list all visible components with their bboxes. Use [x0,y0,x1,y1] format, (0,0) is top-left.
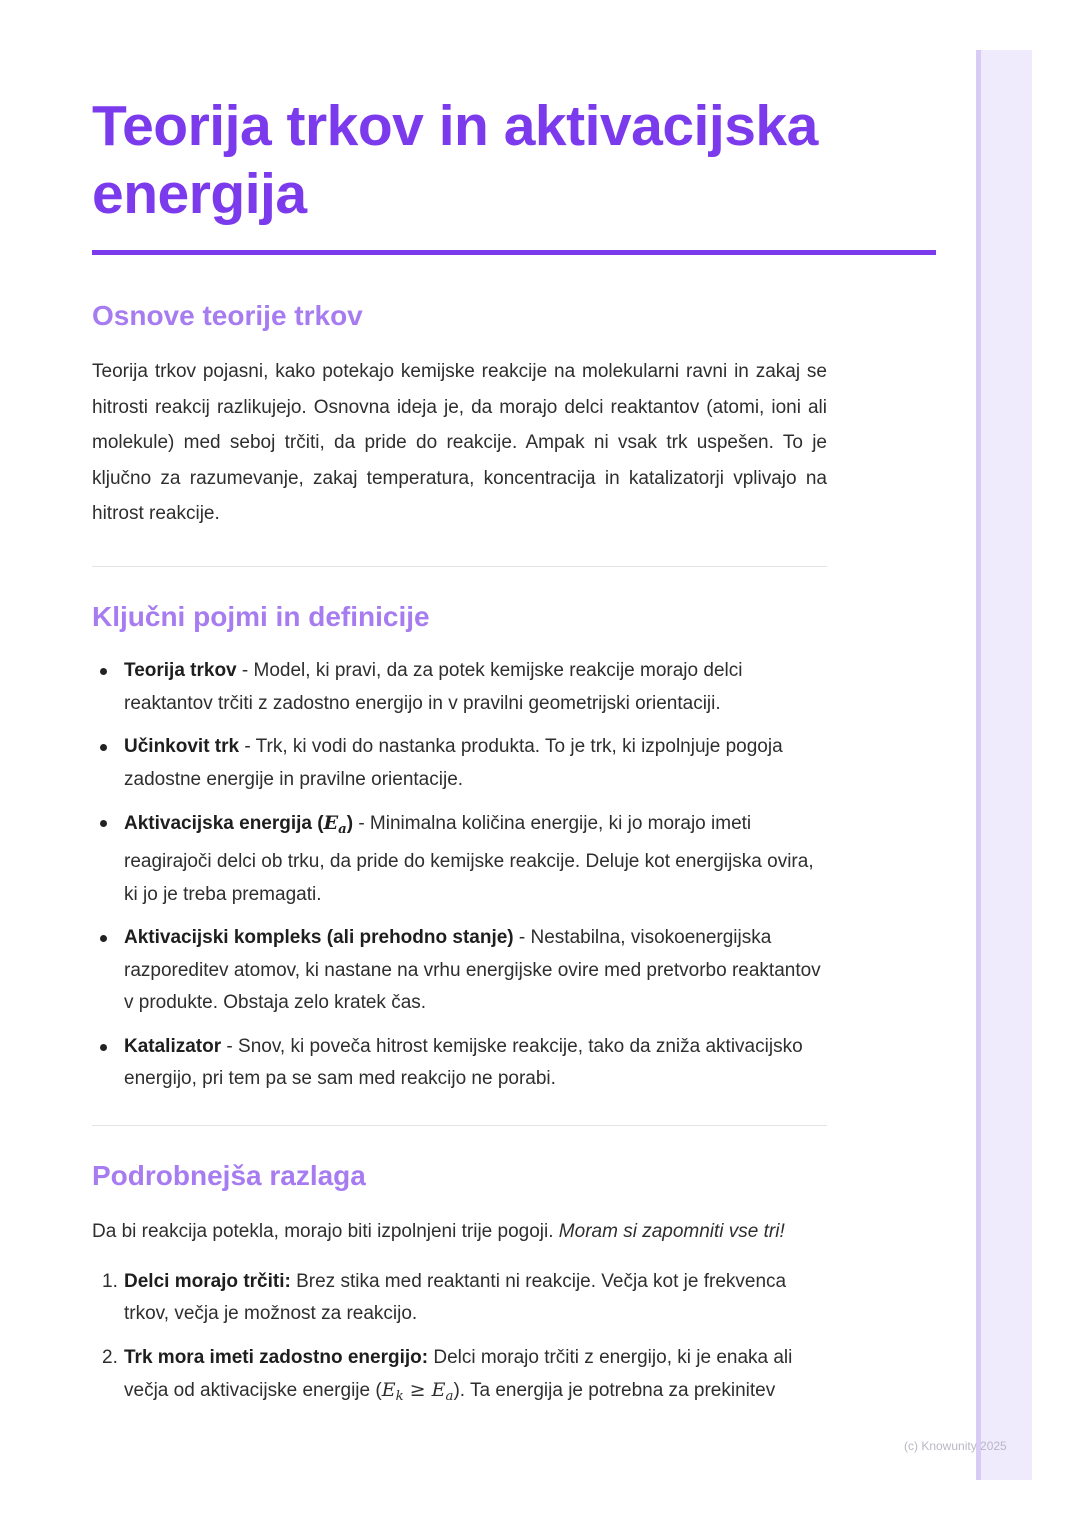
section-heading: Podrobnejša razlaga [92,1160,366,1191]
term [124,812,354,837]
step-text: Brez stika med reaktanti ni reakcije. Večja kot je frekvenca trkov, večja je možnost za reakcijo. [124,1270,787,1324]
condition-list [92,1266,827,1414]
term-label: Aktivacijska energija ( [124,813,324,834]
item-number: 2. [102,1346,118,1368]
section-divider [92,566,827,567]
term: Teorija trkov [124,660,237,681]
list-item [92,807,827,911]
step-text: Delci morajo trčiti z energijo, ki je enaka ali večja od aktivacijske energije ( [124,1346,793,1401]
section-paragraph: Teorija trkov pojasni, kako potekajo kemijske reakcije na molekularni ravni in zakaj se hitrosti reakcij razlikujejo. Osnovna ideja je, da morajo delci reaktantov (atomi, ioni ali molekule) med seboj trčiti, da pride do reakcije. Ampak ni vsak trk uspešen. To je ključno za razumevanje, zakaj temperatura, koncentracija in katalizatorji vplivajo na hitrost reakcije. [92,361,827,524]
term: Trk mora imeti zadostno energijo: [124,1346,429,1368]
step-text-end: ). Ta energija je potrebna za prekinitev [453,1380,776,1401]
bullet-icon [100,1044,107,1051]
term: Delci morajo trčiti: [124,1270,291,1292]
term-close: ) [346,813,354,834]
term: Katalizator [124,1035,222,1057]
section-details [92,1158,827,1424]
section-divider [92,1125,827,1126]
math-var: E [381,1379,396,1401]
definition-text: - Trk, ki vodi do nastanka produkta. To je trk, ki izpolnjuje pogoja zadostne energije in pravilne orientacije. [124,736,783,790]
math-subscript: k [395,1388,404,1404]
list-item [92,655,827,720]
section-heading: Ključni pojmi in definicije [92,601,430,632]
section-basics [92,298,827,532]
math-symbol [323,812,347,837]
math-subscript: a [445,1388,454,1404]
bullet-icon [100,935,107,942]
list-item [92,922,827,1020]
list-item [92,731,827,796]
section-key-terms [92,599,827,1107]
math-var: E [323,812,339,834]
bullet-icon [100,744,107,751]
section-intro [92,1214,827,1250]
list-item [92,1342,827,1414]
definition-text: - Model, ki pravi, da za potek kemijske reakcije morajo delci reaktantov trčiti z zadostno energijo in v pravilni geometrijski orientaciji. [124,660,743,714]
page-sidebar [976,50,1032,1480]
math-var: E [431,1379,446,1401]
item-number: 1. [102,1270,118,1292]
intro-text: Da bi reakcija potekla, morajo biti izpolnjeni trije pogoji. [92,1221,559,1242]
term: Učinkovit trk [124,736,240,757]
page-title: Teorija trkov in aktivacijska energija [92,94,818,226]
bullet-icon [100,820,107,827]
definition-text: - Snov, ki poveča hitrost kemijske reakcije, tako da zniža aktivacijsko energijo, pri tem pa se sam med reakcijo ne porabi. [124,1035,803,1090]
title-underline [92,250,936,255]
list-item [92,1031,827,1096]
math-expression [381,1379,454,1404]
math-operator: ≥ [403,1379,432,1401]
section-heading: Osnove teorije trkov [92,300,363,331]
bullet-icon [100,668,107,675]
intro-emphasis: Moram si zapomniti vse tri! [558,1221,785,1242]
definition-text: - Nestabilna, visokoenergijska razporeditev atomov, ki nastane na vrhu energijske ovire med pretvorbo reaktantov v produkte. Obstaja zelo kratek čas. [124,927,821,1014]
term: Aktivacijski kompleks (ali prehodno stanje) [124,927,514,949]
watermark: (c) Knowunity 2025 [904,1439,1007,1453]
list-item [92,1266,827,1331]
definition-list [92,655,827,1096]
math-subscript: a [338,821,347,837]
definition-text: - Minimalna količina energije, ki jo morajo imeti reagirajoči delci ob trku, da pride do kemijske reakcije. Deluje kot energijska ovira, ki jo je treba premagati. [124,813,814,905]
